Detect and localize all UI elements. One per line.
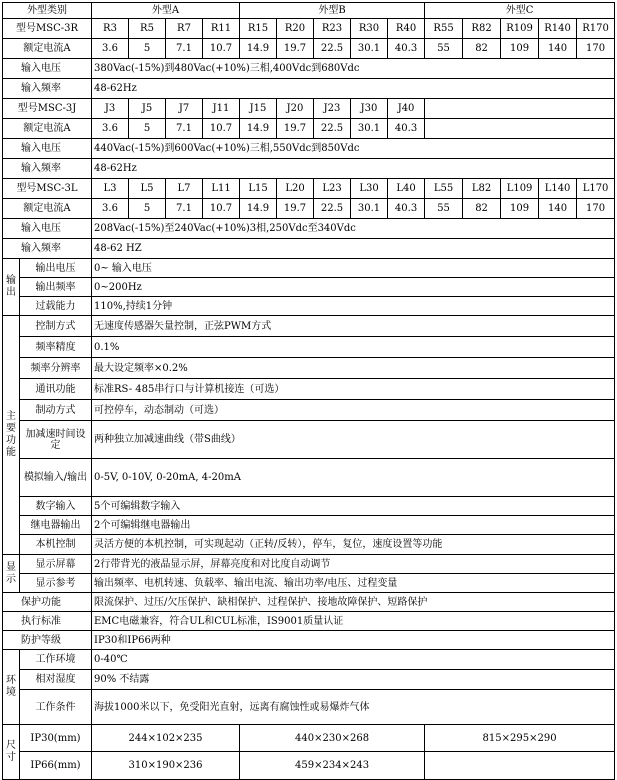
voltage-r-row bbox=[3, 59, 615, 79]
output-row bbox=[3, 297, 615, 316]
current-cell: 22.5 bbox=[314, 199, 351, 219]
model-cell: R5 bbox=[129, 19, 166, 39]
group-b-header: 外型B bbox=[240, 3, 425, 19]
output-row bbox=[3, 259, 615, 278]
current-cell: 14.9 bbox=[240, 199, 277, 219]
spec-value: 可控停车，动态制动（可选） bbox=[92, 400, 615, 421]
model-cell: L20 bbox=[277, 179, 314, 199]
function-row bbox=[3, 535, 615, 555]
frequency-label: 输入频率 bbox=[3, 159, 92, 179]
model-cell: J30 bbox=[351, 99, 388, 119]
current-cell: 10.7 bbox=[203, 39, 240, 59]
current-cell: 55 bbox=[425, 39, 463, 59]
current-cell: 30.1 bbox=[351, 119, 388, 139]
current-cell: 3.6 bbox=[92, 39, 129, 59]
spec-value: 5个可编辑数字输入 bbox=[92, 497, 615, 516]
model-cell: R11 bbox=[203, 19, 240, 39]
display-row bbox=[3, 555, 615, 574]
spec-label: 加减速时间设定 bbox=[20, 421, 92, 459]
misc-row bbox=[3, 593, 615, 612]
current-cell: 82 bbox=[463, 39, 501, 59]
current-cell: 170 bbox=[577, 39, 615, 59]
current-cell: 109 bbox=[501, 199, 539, 219]
spec-label: 控制方式 bbox=[20, 316, 92, 337]
functions-group-label: 主要功能 bbox=[3, 316, 20, 555]
current-cell: 5 bbox=[129, 199, 166, 219]
spec-label: 防护等级 bbox=[3, 631, 92, 650]
current-cell: 30.1 bbox=[351, 39, 388, 59]
frequency-j-row bbox=[3, 159, 615, 179]
display-group-label: 显示 bbox=[3, 555, 20, 593]
spec-value: 无速度传感器矢量控制，正弦PWM方式 bbox=[92, 316, 615, 337]
misc-row bbox=[3, 631, 615, 650]
current-cell: 19.7 bbox=[277, 199, 314, 219]
model-cell: R140 bbox=[539, 19, 577, 39]
current-cell: 170 bbox=[577, 199, 615, 219]
environment-row bbox=[3, 650, 615, 670]
model-cell: J20 bbox=[277, 99, 314, 119]
current-cell: 3.6 bbox=[92, 199, 129, 219]
model-cell: R82 bbox=[463, 19, 501, 39]
size-group-label: 尺寸 bbox=[3, 725, 20, 780]
model-cell: R170 bbox=[577, 19, 615, 39]
model-cell: R3 bbox=[92, 19, 129, 39]
spec-value: EMC电磁兼容，符合UL和CUL标准，IS9001质量认证 bbox=[92, 612, 615, 631]
voltage-value: 380Vac(-15%)到480Vac(+10%)三相,400Vdc到680Vdc bbox=[92, 59, 615, 79]
spec-label: 模拟输入/输出 bbox=[20, 459, 92, 497]
current-cell: 40.3 bbox=[388, 119, 425, 139]
current-cell: 10.7 bbox=[203, 119, 240, 139]
current-cell: 19.7 bbox=[277, 39, 314, 59]
function-row bbox=[3, 337, 615, 358]
spec-label: 继电器输出 bbox=[20, 516, 92, 535]
current-cell: 140 bbox=[539, 39, 577, 59]
current-label: 额定电流A bbox=[3, 119, 92, 139]
function-row bbox=[3, 497, 615, 516]
current-cell: 140 bbox=[539, 199, 577, 219]
environment-row bbox=[3, 670, 615, 690]
model-j-row bbox=[3, 99, 615, 119]
model-cell: L170 bbox=[577, 179, 615, 199]
spec-label: 本机控制 bbox=[20, 535, 92, 555]
model-cell: J11 bbox=[203, 99, 240, 119]
model-cell: R23 bbox=[314, 19, 351, 39]
spec-label: 数字输入 bbox=[20, 497, 92, 516]
model-cell: L109 bbox=[501, 179, 539, 199]
size-a-value: 310×190×236 bbox=[92, 752, 240, 780]
function-row bbox=[3, 400, 615, 421]
model-cell: J15 bbox=[240, 99, 277, 119]
current-cell: 82 bbox=[463, 199, 501, 219]
current-cell: 7.1 bbox=[166, 199, 203, 219]
current-cell: 40.3 bbox=[388, 39, 425, 59]
model-cell: R30 bbox=[351, 19, 388, 39]
model-l-label: 型号MSC-3L bbox=[3, 179, 92, 199]
model-r-row bbox=[3, 19, 615, 39]
environment-group-label: 环境 bbox=[3, 650, 20, 725]
category-header: 外型类别 bbox=[3, 3, 92, 19]
model-r-label: 型号MSC-3R bbox=[3, 19, 92, 39]
current-cell: 19.7 bbox=[277, 119, 314, 139]
environment-row bbox=[3, 690, 615, 725]
model-cell: R109 bbox=[501, 19, 539, 39]
size-row bbox=[3, 752, 615, 780]
current-cell: 22.5 bbox=[314, 39, 351, 59]
voltage-l-row bbox=[3, 219, 615, 239]
voltage-label: 输入电压 bbox=[3, 219, 92, 239]
current-label: 额定电流A bbox=[3, 199, 92, 219]
voltage-value: 208Vac(-15%)至240Vac(+10%)3相,250Vdc至340Vdc bbox=[92, 219, 615, 239]
spec-value: 限流保护、过压/欠压保护、缺相保护、过程保护、接地故障保护、短路保护 bbox=[92, 593, 615, 612]
current-cell: 7.1 bbox=[166, 119, 203, 139]
spec-label: 显示屏幕 bbox=[20, 555, 92, 574]
model-cell: J23 bbox=[314, 99, 351, 119]
function-row bbox=[3, 516, 615, 535]
spec-value: 最大设定频率×0.2% bbox=[92, 358, 615, 379]
current-l-row bbox=[3, 199, 615, 219]
spec-label: 频率精度 bbox=[20, 337, 92, 358]
group-c-header: 外型C bbox=[425, 3, 615, 19]
model-cell: R7 bbox=[166, 19, 203, 39]
model-cell: L40 bbox=[388, 179, 425, 199]
function-row bbox=[3, 421, 615, 459]
current-label: 额定电流A bbox=[3, 39, 92, 59]
current-cell: 10.7 bbox=[203, 199, 240, 219]
model-cell: J3 bbox=[92, 99, 129, 119]
voltage-j-row bbox=[3, 139, 615, 159]
spec-label: 显示参考 bbox=[20, 574, 92, 593]
function-row bbox=[3, 459, 615, 497]
current-cell: 7.1 bbox=[166, 39, 203, 59]
spec-value: 输出频率、电机转速、负载率、输出电流、输出功率/电压、过程变量 bbox=[92, 574, 615, 593]
spec-value: 灵活方便的本机控制，可实现起动（正转/反转），停车，复位，速度设置等功能 bbox=[92, 535, 615, 555]
current-cell: 55 bbox=[425, 199, 463, 219]
function-row bbox=[3, 379, 615, 400]
model-cell: L30 bbox=[351, 179, 388, 199]
model-cell: L15 bbox=[240, 179, 277, 199]
display-row bbox=[3, 574, 615, 593]
model-cell: R20 bbox=[277, 19, 314, 39]
current-j-row bbox=[3, 119, 615, 139]
current-cell: 14.9 bbox=[240, 119, 277, 139]
model-cell: L5 bbox=[129, 179, 166, 199]
spec-label: 保护功能 bbox=[3, 593, 92, 612]
model-cell: L82 bbox=[463, 179, 501, 199]
frequency-value: 48-62Hz bbox=[92, 79, 615, 99]
spec-value: IP30和IP66两种 bbox=[92, 631, 615, 650]
model-j-label: 型号MSC-3J bbox=[3, 99, 92, 119]
voltage-label: 输入电压 bbox=[3, 139, 92, 159]
spec-label: IP30(mm) bbox=[20, 725, 92, 752]
spec-label: 频率分辨率 bbox=[20, 358, 92, 379]
misc-row bbox=[3, 612, 615, 631]
current-cell: 3.6 bbox=[92, 119, 129, 139]
model-cell: R55 bbox=[425, 19, 463, 39]
frequency-r-row bbox=[3, 79, 615, 99]
function-row bbox=[3, 358, 615, 379]
model-cell: L55 bbox=[425, 179, 463, 199]
output-row bbox=[3, 278, 615, 297]
spec-label: 输出频率 bbox=[20, 278, 92, 297]
spec-value: 标准RS- 485串行口与计算机接连（可选） bbox=[92, 379, 615, 400]
spec-label: 执行标准 bbox=[3, 612, 92, 631]
model-cell: R15 bbox=[240, 19, 277, 39]
current-cell: 40.3 bbox=[388, 199, 425, 219]
voltage-value: 440Vac(-15%)到600Vac(+10%)三相,550Vdc到850Vdc bbox=[92, 139, 615, 159]
current-cell: 22.5 bbox=[314, 119, 351, 139]
size-a-value: 244×102×235 bbox=[92, 725, 240, 752]
spec-value: 海拔1000米以下，免受阳光直射，远离有腐蚀性或易爆炸气体 bbox=[92, 690, 615, 725]
current-cell: 5 bbox=[129, 39, 166, 59]
current-r-row bbox=[3, 39, 615, 59]
frequency-value: 48-62 HZ bbox=[92, 239, 615, 259]
voltage-label: 输入电压 bbox=[3, 59, 92, 79]
current-cell: 14.9 bbox=[240, 39, 277, 59]
frequency-l-row bbox=[3, 239, 615, 259]
current-cell: 5 bbox=[129, 119, 166, 139]
model-cell: J40 bbox=[388, 99, 425, 119]
spec-label: 工作条件 bbox=[20, 690, 92, 725]
size-c-value: 815×295×290 bbox=[425, 725, 615, 752]
size-b-value: 440×230×268 bbox=[240, 725, 425, 752]
group-a-header: 外型A bbox=[92, 3, 240, 19]
spec-value: 0~200Hz bbox=[92, 278, 615, 297]
spec-label: 工作环境 bbox=[20, 650, 92, 670]
current-cell: 109 bbox=[501, 39, 539, 59]
model-cell: J7 bbox=[166, 99, 203, 119]
spec-label: 输出电压 bbox=[20, 259, 92, 278]
empty-cell bbox=[425, 99, 615, 119]
function-row bbox=[3, 316, 615, 337]
model-cell: L7 bbox=[166, 179, 203, 199]
model-cell: L11 bbox=[203, 179, 240, 199]
spec-value: 0.1% bbox=[92, 337, 615, 358]
model-cell: R40 bbox=[388, 19, 425, 39]
header-row bbox=[3, 3, 615, 19]
spec-label: 过载能力 bbox=[20, 297, 92, 316]
frequency-label: 输入频率 bbox=[3, 79, 92, 99]
spec-table bbox=[2, 2, 615, 780]
spec-value: 0-5V, 0-10V, 0-20mA, 4-20mA bbox=[92, 459, 615, 497]
frequency-label: 输入频率 bbox=[3, 239, 92, 259]
spec-value: 2个可编辑继电器输出 bbox=[92, 516, 615, 535]
spec-label: 相对湿度 bbox=[20, 670, 92, 690]
model-cell: J5 bbox=[129, 99, 166, 119]
size-b-value: 459×234×243 bbox=[240, 752, 425, 780]
empty-cell bbox=[425, 119, 615, 139]
size-c-value bbox=[425, 752, 615, 780]
spec-label: 通讯功能 bbox=[20, 379, 92, 400]
frequency-value: 48-62Hz bbox=[92, 159, 615, 179]
spec-value: 0-40℃ bbox=[92, 650, 615, 670]
size-row bbox=[3, 725, 615, 752]
spec-value: 110%,持续1分钟 bbox=[92, 297, 615, 316]
model-cell: L3 bbox=[92, 179, 129, 199]
spec-value: 0~ 输入电压 bbox=[92, 259, 615, 278]
spec-value: 两种独立加减速曲线（带S曲线） bbox=[92, 421, 615, 459]
spec-label: IP66(mm) bbox=[20, 752, 92, 780]
current-cell: 30.1 bbox=[351, 199, 388, 219]
spec-value: 90% 不结露 bbox=[92, 670, 615, 690]
spec-value: 2行带背光的液晶显示屏，屏幕亮度和对比度自动调节 bbox=[92, 555, 615, 574]
model-cell: L23 bbox=[314, 179, 351, 199]
model-l-row bbox=[3, 179, 615, 199]
output-group-label: 输出 bbox=[3, 259, 20, 316]
model-cell: L140 bbox=[539, 179, 577, 199]
spec-label: 制动方式 bbox=[20, 400, 92, 421]
